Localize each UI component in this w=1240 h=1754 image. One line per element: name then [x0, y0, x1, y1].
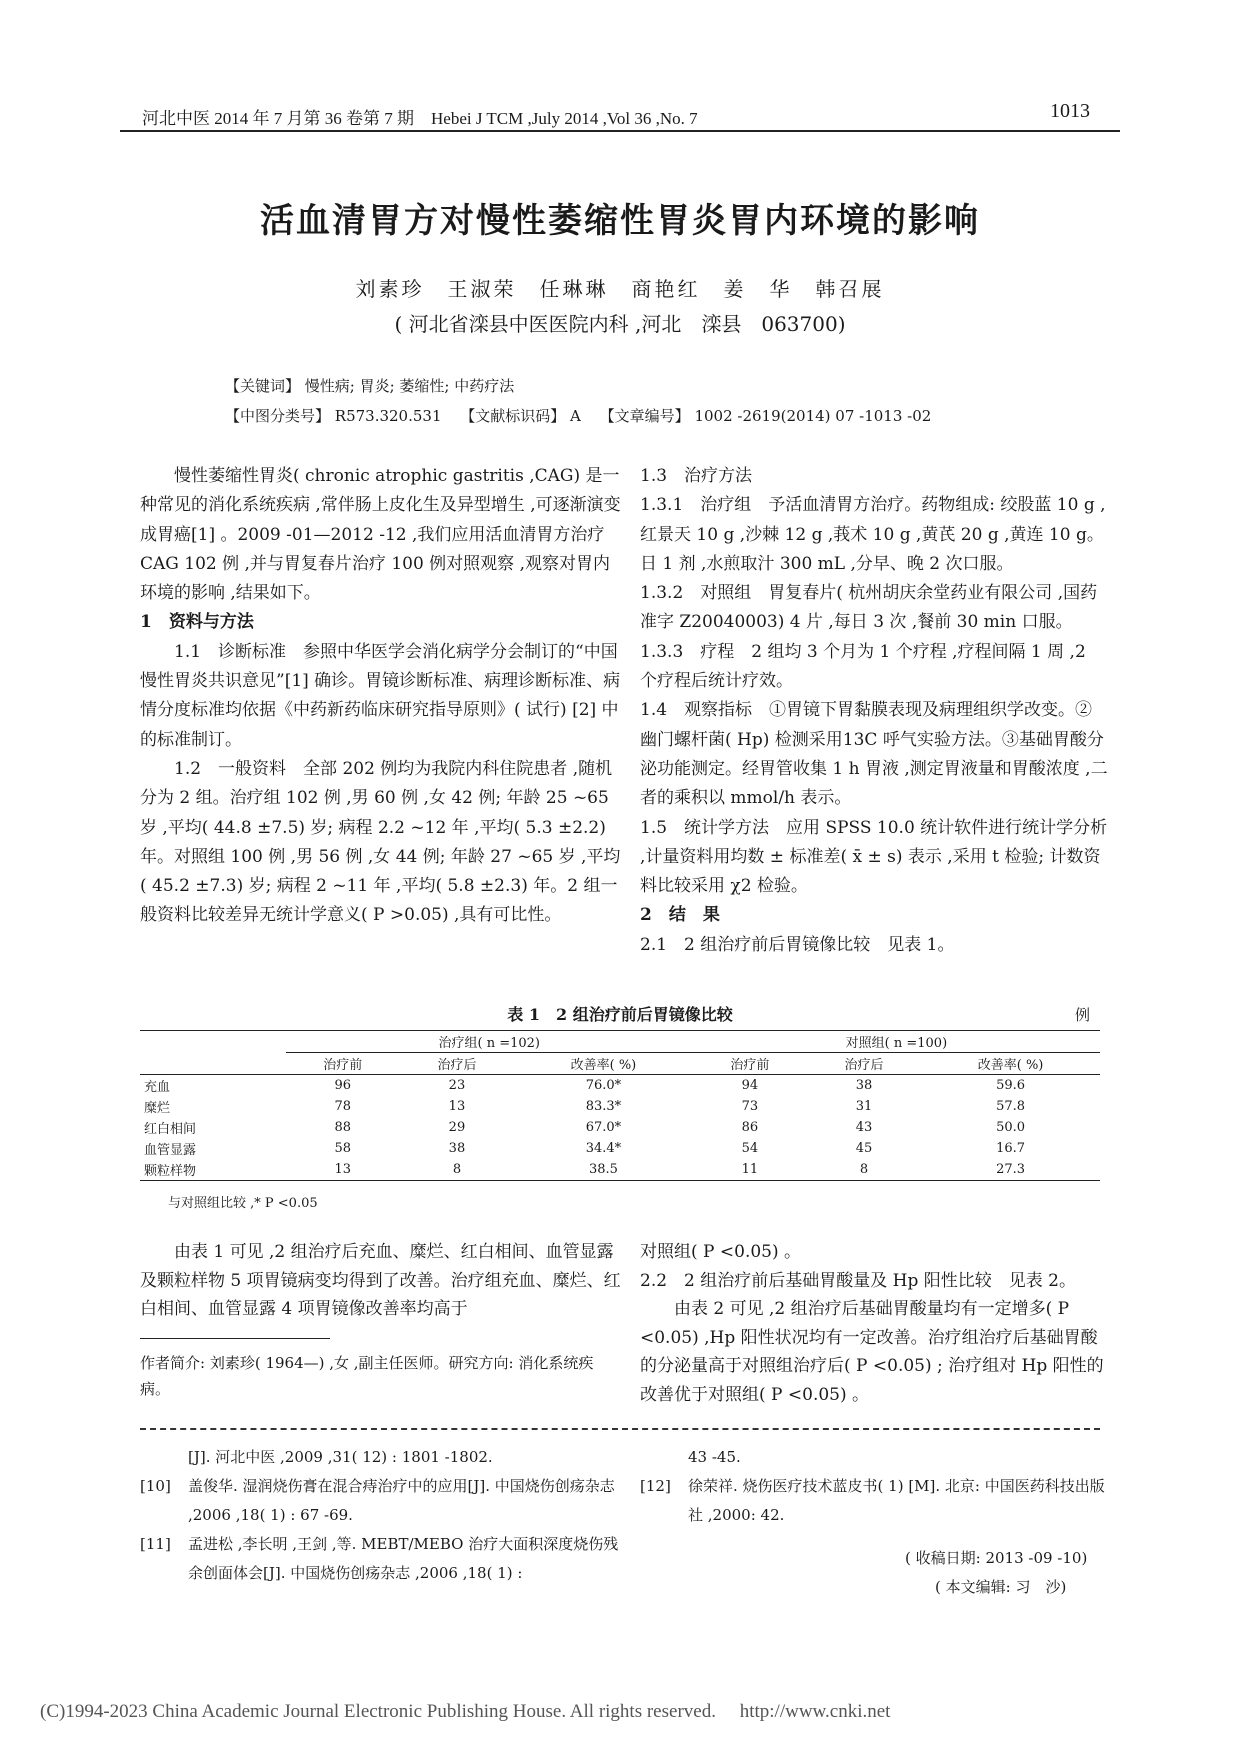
- table-row: [140, 1138, 1100, 1159]
- table-cell: 59.6: [996, 1078, 1026, 1093]
- reference-item: [140, 1530, 622, 1588]
- table-cell: 11: [741, 1162, 759, 1177]
- table-cell: 88: [334, 1120, 352, 1135]
- table-row: [140, 1096, 1100, 1117]
- author-footnote: 作者简介: 刘素珍( 1964—) ,女 ,副主任医师。研究方向: 消化系统疾病。: [140, 1354, 594, 1398]
- col-header: 治疗后: [844, 1058, 884, 1073]
- row-label-header: [140, 1053, 286, 1075]
- table-cell: 34.4*: [585, 1141, 622, 1156]
- treatment-group-paragraph: 1.3.1 治疗组 予活血清胃方治疗。药物组成: 绞股蓝 10 g ,红景天 10 g ,沙棘 12 g ,莪术 10 g ,黄芪 20 g ,黄连 10 g。日 1 剂 ,水煎取汁 300 mL ,分早、晚 2 次口服。: [640, 495, 1106, 574]
- author-list: 刘素珍 王淑荣 任琳琳 商艳红 姜 华 韩召展: [355, 277, 885, 301]
- intro-paragraph: 慢性萎缩性胃炎( chronic atrophic gastritis ,CAG) 是一种常见的消化系统疾病 ,常伴肠上皮化生及异型增生 ,可逐渐演变成胃癌[1] 。2009 -01—2012 -12 ,我们应用活血清胃方治疗 CAG 102 例 ,并与胃复春片治疗 100 例对照观察 ,观察对胃内环境的影响 ,结果如下。: [140, 466, 621, 604]
- reference-number: [10]: [140, 1477, 171, 1495]
- table-corner: [140, 1031, 286, 1053]
- col-header: 改善率( %): [570, 1058, 637, 1073]
- continued-sentence: 对照组( P <0.05) 。: [640, 1242, 802, 1262]
- table2-interpretation: 由表 2 可见 ,2 组治疗后基础胃酸量均有一定增多( P <0.05) ,Hp 阳性状况均有一定改善。治疗组治疗后基础胃酸的分泌量高于对照组治疗后( P <0.05) ; 治疗组对 Hp 阳性的改善优于对照组( P <0.05) 。: [640, 1299, 1104, 1405]
- table-cell: 8: [452, 1162, 462, 1177]
- table-cell: 96: [334, 1078, 352, 1093]
- reference-text: 孟进松 ,李长明 ,王剑 ,等. MEBT/MEBO 治疗大面积深度烧伤残余创面体会[J]. 中国烧伤创疡杂志 ,2006 ,18( 1) :: [188, 1535, 619, 1582]
- col-header: 治疗前: [730, 1058, 770, 1073]
- table-cell: 16.7: [996, 1141, 1026, 1156]
- footnote-rule: [140, 1338, 330, 1339]
- col-header: 治疗后: [437, 1058, 477, 1073]
- table-unit: 例: [1075, 1006, 1091, 1024]
- table-cell: 43: [855, 1120, 873, 1135]
- document-code: 【文献标识码】 A: [460, 407, 581, 425]
- row-label: 血管显露: [144, 1143, 197, 1158]
- reference-number: [12]: [640, 1477, 671, 1495]
- body-column-right: [640, 462, 1108, 960]
- table-cell: 38: [855, 1078, 873, 1093]
- table-cell: 31: [855, 1099, 873, 1114]
- diagnostic-criteria-paragraph: 1.1 诊断标准 参照中华医学会消化病学分会制订的“中国慢性胃炎共识意见”[1] 确诊。胃镜诊断标准、病理诊断标准、病情分度标准均依据《中药新药临床研究指导原则》( 试行) [2] 中的标准制订。: [140, 641, 621, 750]
- table-row: [140, 1075, 1100, 1097]
- reference-continuation: 43 -45.: [688, 1448, 741, 1466]
- table-cell: 50.0: [996, 1120, 1026, 1135]
- table-cell: 29: [448, 1120, 466, 1135]
- results-2-1: 2.1 2 组治疗前后胃镜像比较 见表 1。: [640, 934, 955, 955]
- table-cell: 67.0*: [585, 1120, 622, 1135]
- row-label: 糜烂: [144, 1101, 171, 1116]
- observation-paragraph: 1.4 观察指标 ①胃镜下胃黏膜表现及病理组织学改变。②幽门螺杆菌( Hp) 检测采用13C 呼气实验方法。③基础胃酸分泌功能测定。经胃管收集 1 h 胃液 ,测定胃液量和胃酸浓度 ,二者的乘积以 mmol/h 表示。: [640, 700, 1108, 809]
- reference-number: [11]: [140, 1535, 171, 1553]
- editor-credit: ( 本文编辑: 习 沙): [935, 1578, 1067, 1596]
- clc-number: 【中图分类号】 R573.320.531: [225, 407, 442, 425]
- row-label: 红白相间: [144, 1122, 197, 1137]
- table-cell: 45: [855, 1141, 873, 1156]
- table-cell: 13: [448, 1099, 466, 1114]
- table-cell: 8: [859, 1162, 869, 1177]
- copyright-notice: (C)1994-2023 China Academic Journal Electronic Publishing House. All rights reserved. http://www.cnki.net: [40, 1701, 891, 1722]
- received-date: ( 收稿日期: 2013 -09 -10): [905, 1549, 1088, 1567]
- table-row: [140, 1117, 1100, 1138]
- section-heading-methods: 1 资料与方法: [140, 612, 254, 633]
- table-cell: 78: [334, 1099, 352, 1114]
- table-cell: 38: [448, 1141, 466, 1156]
- col-header: 治疗前: [323, 1058, 363, 1073]
- affiliation: ( 河北省滦县中医医院内科 ,河北 滦县 063700): [394, 312, 846, 336]
- gastroscopy-table: [140, 1030, 1100, 1181]
- table-cell: 73: [741, 1099, 759, 1114]
- row-label: 充血: [144, 1080, 171, 1095]
- reference-text: 盖俊华. 湿润烧伤膏在混合痔治疗中的应用[J]. 中国烧伤创疡杂志 ,2006 ,18( 1) : 67 -69.: [188, 1477, 615, 1524]
- discussion-left: [140, 1238, 622, 1324]
- table-cell: 83.3*: [585, 1099, 622, 1114]
- header-rule: [120, 130, 1120, 132]
- reference-text: 徐荣祥. 烧伤医疗技术蓝皮书( 1) [M]. 北京: 中国医药科技出版社 ,2000: 42.: [688, 1477, 1105, 1524]
- references-right: [640, 1443, 1108, 1530]
- group-header-control: 对照组( n =100): [693, 1031, 1100, 1053]
- running-header: [120, 100, 1120, 130]
- table-cell: 27.3: [996, 1162, 1026, 1177]
- table-cell: 76.0*: [585, 1078, 622, 1093]
- table-cell: 94: [741, 1078, 759, 1093]
- statistics-paragraph: 1.5 统计学方法 应用 SPSS 10.0 统计软件进行统计学分析 ,计量资料用均数 ± 标准差( x̄ ± s) 表示 ,采用 t 检验; 计数资料比较采用 χ2 检验。: [640, 817, 1108, 897]
- table-cell: 13: [334, 1162, 352, 1177]
- table-cell: 38.5: [588, 1162, 618, 1177]
- references-left: [140, 1443, 622, 1588]
- reference-item: [140, 1472, 622, 1530]
- keywords: 【关键词】 慢性病; 胃炎; 萎缩性; 中药疗法: [225, 377, 515, 395]
- table-note: 与对照组比较 ,* P <0.05: [168, 1196, 318, 1211]
- table-cell: 54: [741, 1141, 759, 1156]
- article-title: 活血清胃方对慢性萎缩性胃炎胃内环境的影响: [260, 201, 980, 241]
- general-data-paragraph: 1.2 一般资料 全部 202 例均为我院内科住院患者 ,随机分为 2 组。治疗组 102 例 ,男 60 例 ,女 42 例; 年龄 25 ~65 岁 ,平均( 44.8 ±7.5) 岁; 病程 2.2 ~12 年 ,平均( 5.3 ±2.2) 年。对照组 100 例 ,男 56 例 ,女 44 例; 年龄 27 ~65 岁 ,平均( 45.2 ±7.3) 岁; 病程 2 ~11 年 ,平均( 5.8 ±2.3) 年。2 组一般资料比较差异无统计学意义( P >0.05) ,具有可比性。: [140, 758, 621, 926]
- classification-line: [225, 405, 945, 426]
- section-divider: [140, 1428, 1100, 1430]
- running-head-text: 河北中医 2014 年 7 月第 36 卷第 7 期 Hebei J TCM ,July 2014 ,Vol 36 ,No. 7: [142, 109, 698, 128]
- reference-item: [640, 1472, 1108, 1530]
- reference-continuation: [J]. 河北中医 ,2009 ,31( 12) : 1801 -1802.: [188, 1448, 493, 1466]
- group-header-treatment: 治疗组( n =102): [286, 1031, 693, 1053]
- table1-interpretation: 由表 1 可见 ,2 组治疗后充血、糜烂、红白相间、血管显露及颗粒样物 5 项胃镜病变均得到了改善。治疗组充血、糜烂、红白相间、血管显露 4 项胃镜像改善率均高于: [140, 1242, 621, 1319]
- col-header: 改善率( %): [977, 1058, 1044, 1073]
- table-cell: 23: [448, 1078, 466, 1093]
- table-row: [140, 1159, 1100, 1181]
- control-group-paragraph: 1.3.2 对照组 胃复春片( 杭州胡庆余堂药业有限公司 ,国药准字 Z20040003) 4 片 ,每日 3 次 ,餐前 30 min 口服。: [640, 583, 1098, 633]
- table-cell: 86: [741, 1120, 759, 1135]
- discussion-right: [640, 1238, 1108, 1409]
- table-caption: 表 1 2 组治疗前后胃镜像比较: [507, 1005, 733, 1024]
- course-paragraph: 1.3.3 疗程 2 组均 3 个月为 1 个疗程 ,疗程间隔 1 周 ,2 个疗程后统计疗效。: [640, 641, 1086, 692]
- article-number: 【文章编号】 1002 -2619(2014) 07 -1013 -02: [599, 407, 932, 425]
- page-number: 1013: [1050, 100, 1090, 122]
- table-cell: 58: [334, 1141, 352, 1156]
- body-column-left: [140, 462, 622, 931]
- section-heading-results: 2 结 果: [640, 905, 720, 926]
- treatment-heading: 1.3 治疗方法: [640, 466, 753, 486]
- row-label: 颗粒样物: [144, 1164, 197, 1179]
- table-cell: 57.8: [996, 1099, 1026, 1114]
- results-2-2: 2.2 2 组治疗前后基础胃酸量及 Hp 阳性比较 见表 2。: [640, 1270, 1076, 1291]
